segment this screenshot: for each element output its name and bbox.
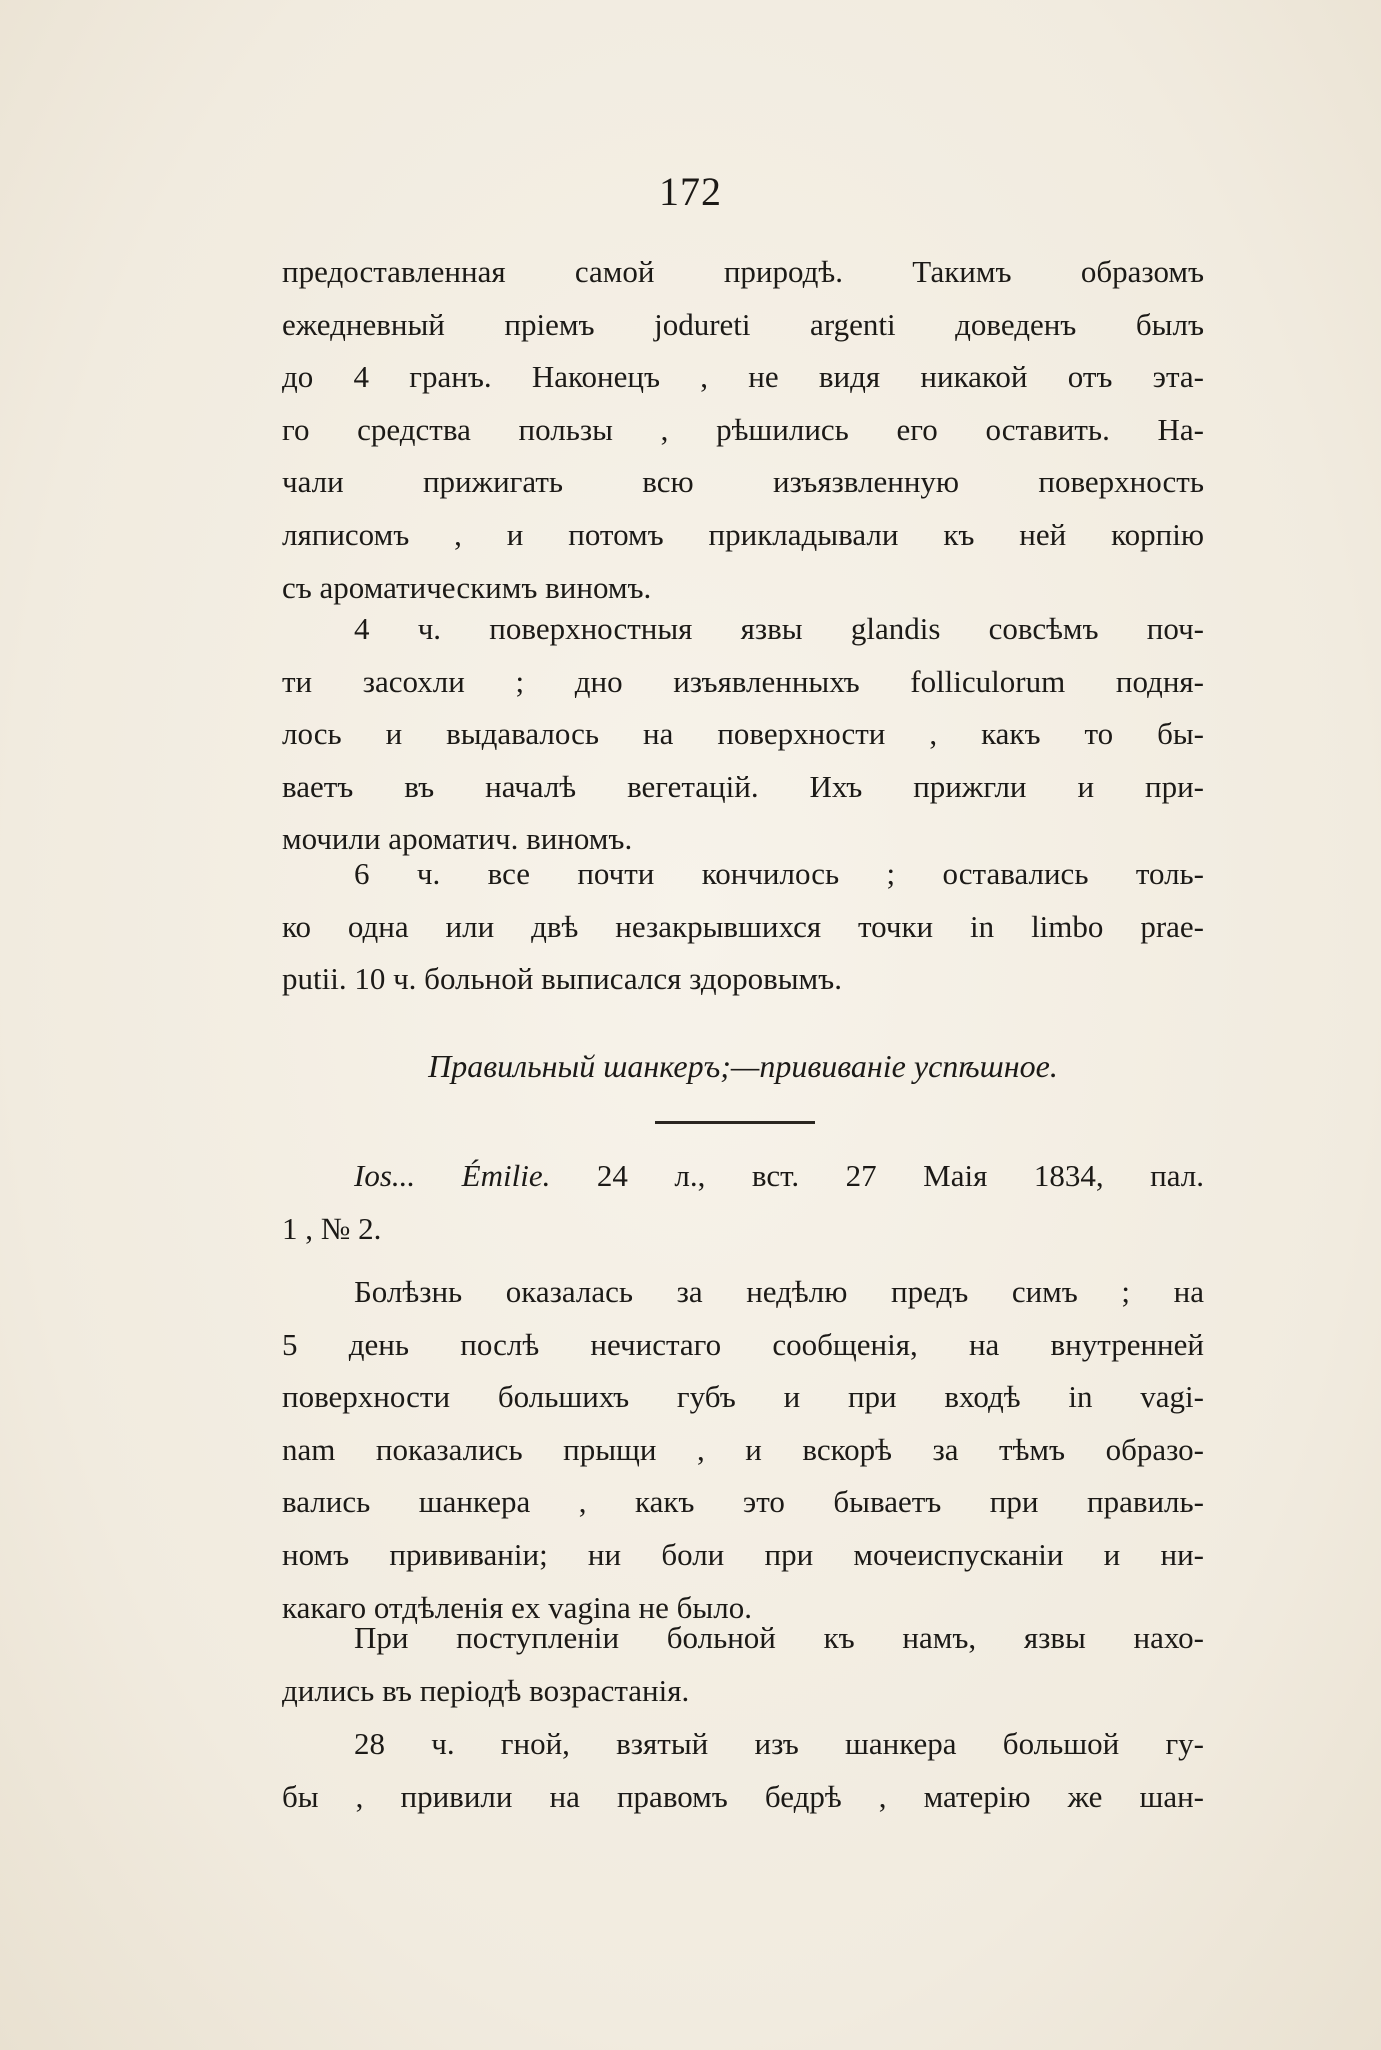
- text-line: ти засохли ; дно изъявленныхъ folliculorum подня-: [282, 663, 1204, 699]
- text-line: лось и выдавалось на поверхности , какъ то бы-: [282, 716, 1204, 752]
- text-line: Болѣзнь оказалась за недѣлю предъ симъ ; на: [354, 1274, 1204, 1309]
- text-line: го средства пользы , рѣшились его оставить. На-: [282, 411, 1204, 447]
- text-line: вались шанкера , какъ это бываетъ при правиль-: [282, 1484, 1204, 1520]
- text-line: номъ прививаніи; ни боли при мочеиспусканіи и ни-: [282, 1536, 1204, 1572]
- paragraph-5: [282, 1612, 1204, 1717]
- patient-name: Ios... Émilie.: [354, 1158, 551, 1193]
- paragraph-1: [282, 246, 1204, 614]
- text-line: ваетъ въ началѣ вегетацій. Ихъ прижгли и при-: [282, 768, 1204, 804]
- paragraph-2: [282, 603, 1204, 866]
- case-header-line-1: [282, 1150, 1204, 1203]
- text-line: 28 ч. гной, взятый изъ шанкера большой гу-: [354, 1726, 1204, 1761]
- text-line: дились въ періодѣ возрастанія.: [282, 1672, 690, 1708]
- text-line: ко одна или двѣ незакрывшихся точки in limbo prae-: [282, 908, 1204, 944]
- paragraph-6: [282, 1718, 1204, 1823]
- text-line: какаго отдѣленія ex vagina не было.: [282, 1589, 752, 1625]
- section-divider: [655, 1121, 815, 1124]
- text-line: 5 день послѣ нечистаго сообщенія, на внутренней: [282, 1326, 1204, 1362]
- text-line: nam показались прыщи , и вскорѣ за тѣмъ образо-: [282, 1431, 1204, 1467]
- case-header: [282, 1150, 1204, 1255]
- text-line: до 4 гранъ. Наконецъ , не видя никакой отъ эта-: [282, 359, 1204, 395]
- text-line: съ ароматическимъ виномъ.: [282, 569, 652, 605]
- text-line: ляписомъ , и потомъ прикладывали къ ней корпію: [282, 516, 1204, 552]
- text-line: предоставленная самой природѣ. Такимъ образомъ: [282, 254, 1204, 289]
- section-heading: Правильный шанкеръ;—прививаніе успѣшное.: [428, 1048, 1058, 1084]
- text-line: ежедневный пріемъ joduretі argentі доведенъ былъ: [282, 306, 1204, 342]
- text-line: 4 ч. поверхностныя язвы glandis совсѣмъ поч-: [354, 611, 1204, 646]
- paragraph-4: [282, 1266, 1204, 1634]
- text-line: поверхности большихъ губъ и при входѣ in vagi-: [282, 1379, 1204, 1415]
- text-line: putii. 10 ч. больной выписался здоровымъ.: [282, 961, 842, 997]
- page-number: 172: [659, 169, 722, 214]
- text-line: 6 ч. все почти кончилось ; оставались толь-: [354, 856, 1204, 891]
- text-line: При поступленіи больной къ намъ, язвы нахо-: [354, 1620, 1204, 1655]
- text-line: бы , привили на правомъ бедрѣ , матерію же шан-: [282, 1778, 1204, 1814]
- case-header-line-2: 1 , № 2.: [282, 1210, 382, 1246]
- case-details: 24 л., вст. 27 Маія 1834, пал.: [596, 1158, 1204, 1193]
- text-line: чали прижигать всю изъязвленную поверхность: [282, 464, 1204, 500]
- text-line: мочили ароматич. виномъ.: [282, 821, 633, 857]
- paragraph-3: [282, 848, 1204, 1006]
